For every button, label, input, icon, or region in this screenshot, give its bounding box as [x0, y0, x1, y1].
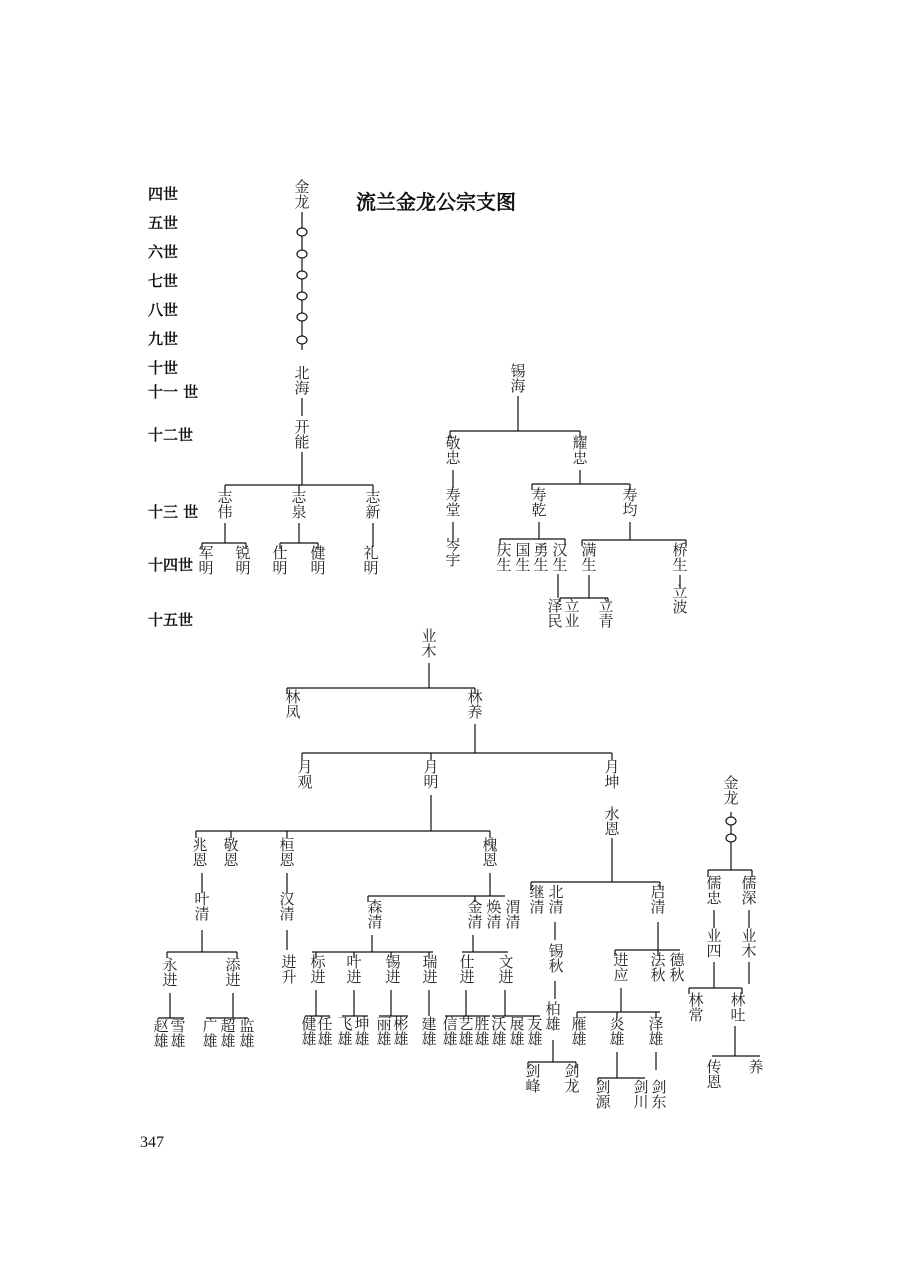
- svg-text:月明: 月明: [423, 758, 439, 791]
- svg-text:勇生: 勇生: [533, 541, 549, 574]
- node-chaoxiong: [220, 1017, 235, 1050]
- svg-text:展雄: 展雄: [509, 1015, 525, 1048]
- node-yaozhong: [572, 434, 588, 467]
- svg-text:志新: 志新: [365, 488, 381, 521]
- svg-text:胜雄: 胜雄: [474, 1015, 490, 1048]
- node-linchang: [688, 991, 703, 1024]
- node-jinlong2: [723, 774, 738, 807]
- svg-text:林吐: 林吐: [730, 991, 746, 1024]
- svg-text:剑源: 剑源: [595, 1078, 611, 1111]
- node-jingen: [223, 836, 239, 869]
- generation-label-14: 十四世: [148, 556, 194, 574]
- svg-text:槐恩: 槐恩: [482, 836, 498, 869]
- svg-text:儒深: 儒深: [741, 874, 757, 907]
- svg-text:满生: 满生: [581, 541, 597, 574]
- node-qiqing: [650, 883, 665, 916]
- svg-text:立业: 立业: [564, 597, 580, 630]
- svg-text:监雄: 监雄: [239, 1017, 255, 1050]
- svg-text:艺雄: 艺雄: [458, 1015, 474, 1048]
- node-yongjin: [162, 956, 177, 989]
- node-lintu: [730, 991, 745, 1024]
- svg-text:柏雄: 柏雄: [545, 1000, 561, 1033]
- node-xijin: [385, 953, 400, 986]
- node-zexiong: [648, 1015, 663, 1048]
- node-yang: [748, 1058, 763, 1076]
- node-feixiong: [337, 1015, 352, 1048]
- svg-text:瑞进: 瑞进: [422, 953, 438, 986]
- node-jinsheng: [281, 953, 296, 986]
- svg-text:兆恩: 兆恩: [192, 836, 208, 869]
- node-jianlong: [564, 1062, 579, 1095]
- svg-text:锡海: 锡海: [510, 362, 526, 395]
- node-yixiong: [458, 1015, 473, 1048]
- node-binxiong: [393, 1015, 408, 1048]
- svg-text:飞雄: 飞雄: [337, 1015, 353, 1048]
- svg-text:泽雄: 泽雄: [648, 1015, 664, 1048]
- node-hansheng: [552, 541, 567, 574]
- node-jiandong: [651, 1078, 666, 1111]
- node-linyang: [467, 688, 482, 721]
- svg-text:健明: 健明: [310, 544, 326, 577]
- node-zhiwei: [217, 488, 233, 521]
- node-ruiming: [235, 544, 250, 577]
- page-number: 347: [140, 1134, 164, 1151]
- svg-text:丽雄: 丽雄: [376, 1015, 392, 1048]
- svg-text:叶清: 叶清: [194, 890, 210, 923]
- node-junming: [198, 544, 213, 577]
- node-youxiong: [527, 1015, 542, 1048]
- svg-text:业木: 业木: [741, 927, 757, 960]
- svg-text:林常: 林常: [688, 991, 704, 1024]
- svg-text:开能: 开能: [294, 418, 310, 451]
- node-liming: [363, 544, 378, 577]
- svg-text:儒忠: 儒忠: [706, 874, 722, 907]
- svg-text:寿堂: 寿堂: [445, 486, 461, 519]
- node-rushen: [741, 874, 756, 907]
- node-qingsheng: [496, 541, 511, 574]
- node-zhiquan: [291, 488, 307, 521]
- node-beiqing: [548, 883, 563, 916]
- node-xuexiong: [170, 1017, 185, 1050]
- svg-text:友雄: 友雄: [527, 1015, 543, 1048]
- node-jianfeng: [525, 1062, 540, 1095]
- node-shoutang: [445, 486, 460, 519]
- node-renxiong: [317, 1015, 332, 1048]
- svg-text:国生: 国生: [515, 541, 531, 574]
- svg-text:金龙: 金龙: [723, 774, 739, 807]
- node-zhanxiong: [509, 1015, 524, 1048]
- svg-text:标进: 标进: [310, 953, 326, 986]
- generation-label-10: 十世: [148, 359, 179, 377]
- svg-text:锡秋: 锡秋: [548, 942, 564, 975]
- svg-text:耀忠: 耀忠: [572, 434, 588, 467]
- svg-text:月坤: 月坤: [604, 758, 620, 791]
- svg-text:金龙: 金龙: [294, 178, 310, 211]
- svg-text:继清: 继清: [529, 883, 545, 916]
- svg-text:敬忠: 敬忠: [445, 434, 461, 467]
- node-mansheng: [581, 541, 596, 574]
- node-yongsheng: [533, 541, 548, 574]
- generation-label-6: 六世: [148, 243, 179, 261]
- node-liye: [564, 597, 579, 630]
- node-jianyuan: [595, 1078, 611, 1111]
- node-xihai: [510, 362, 525, 395]
- svg-text:寿乾: 寿乾: [531, 486, 547, 519]
- node-guosheng: [515, 541, 530, 574]
- node-baixiong: [545, 1000, 560, 1033]
- svg-text:添进: 添进: [225, 956, 241, 989]
- svg-text:养: 养: [748, 1058, 764, 1076]
- svg-text:业四: 业四: [706, 927, 722, 960]
- svg-text:森清: 森清: [367, 898, 383, 931]
- svg-text:锐明: 锐明: [235, 544, 251, 577]
- node-linfeng: [285, 688, 300, 721]
- svg-text:仕进: 仕进: [459, 953, 475, 986]
- svg-text:桥生: 桥生: [672, 541, 688, 574]
- node-senqing: [367, 898, 382, 931]
- node-zhaoxiong: [153, 1017, 168, 1050]
- node-yanxiong2: [609, 1015, 625, 1048]
- svg-text:传恩: 传恩: [706, 1058, 722, 1091]
- svg-text:任雄: 任雄: [317, 1015, 333, 1048]
- svg-text:赵雄: 赵雄: [153, 1017, 169, 1050]
- generation-label-12: 十二世: [148, 426, 194, 444]
- generation-label-4: 四世: [148, 185, 179, 203]
- svg-text:水恩: 水恩: [604, 805, 620, 838]
- svg-text:坤雄: 坤雄: [354, 1015, 370, 1048]
- node-jinqing: [467, 898, 482, 931]
- svg-text:渭清: 渭清: [505, 898, 521, 931]
- svg-text:建雄: 建雄: [421, 1015, 437, 1048]
- svg-text:立青: 立青: [598, 597, 614, 630]
- svg-text:进升: 进升: [281, 953, 297, 986]
- node-weiqing: [505, 898, 520, 931]
- page-title: 流兰金龙公宗支图: [356, 190, 516, 214]
- node-guangxiong: [202, 1017, 217, 1050]
- svg-text:超雄: 超雄: [220, 1017, 236, 1050]
- node-lixiong: [376, 1015, 391, 1048]
- node-woxiong: [491, 1015, 506, 1048]
- node-beihai: [294, 364, 309, 397]
- node-xiqiu: [548, 942, 563, 975]
- node-hanqing: [279, 890, 294, 923]
- svg-text:剑峰: 剑峰: [525, 1062, 541, 1095]
- svg-text:庆生: 庆生: [496, 541, 512, 574]
- node-shiming: [272, 544, 287, 577]
- node-shoujun: [622, 486, 637, 519]
- node-kaineng: [294, 418, 309, 451]
- svg-text:进应: 进应: [613, 951, 629, 984]
- node-jianchuan: [633, 1078, 648, 1111]
- node-jiqing: [529, 883, 544, 916]
- generation-label-15: 十五世: [148, 611, 194, 629]
- svg-text:林养: 林养: [467, 688, 483, 721]
- node-huanqing: [485, 898, 501, 931]
- node-yemu2: [741, 927, 756, 960]
- node-jianming: [310, 544, 325, 577]
- svg-text:汉清: 汉清: [279, 890, 295, 923]
- svg-text:北清: 北清: [548, 883, 564, 916]
- svg-text:北海: 北海: [294, 364, 310, 397]
- node-jianxiong2: [301, 1015, 316, 1048]
- svg-text:雪雄: 雪雄: [170, 1017, 186, 1050]
- svg-text:炎雄: 炎雄: [609, 1015, 625, 1048]
- node-deqiu: [669, 951, 685, 984]
- node-biaojin: [310, 953, 326, 986]
- svg-text:桓恩: 桓恩: [279, 836, 295, 869]
- node-kunxiong: [354, 1015, 369, 1048]
- node-ruzhong: [706, 874, 722, 907]
- svg-text:启清: 启清: [650, 883, 666, 916]
- node-yeqing: [194, 890, 209, 923]
- svg-text:林凤: 林凤: [285, 688, 301, 721]
- generation-label-9: 九世: [148, 330, 179, 348]
- svg-text:广雄: 广雄: [202, 1017, 218, 1050]
- svg-text:叶进: 叶进: [346, 953, 362, 986]
- svg-text:敬恩: 敬恩: [223, 836, 239, 869]
- generation-label-5: 五世: [148, 214, 179, 232]
- node-jianxiong3: [421, 1015, 436, 1048]
- node-shuien: [604, 805, 620, 838]
- node-ruijin: [422, 953, 437, 986]
- generation-label-13: 十三 世: [148, 503, 199, 521]
- svg-text:剑龙: 剑龙: [564, 1062, 580, 1095]
- svg-text:剑川: 剑川: [633, 1078, 649, 1111]
- node-shijin: [459, 953, 474, 986]
- svg-text:礼明: 礼明: [363, 544, 379, 577]
- node-qiaosheng: [672, 541, 687, 574]
- svg-text:永进: 永进: [162, 956, 178, 989]
- node-zemin: [547, 597, 562, 630]
- svg-text:沃雄: 沃雄: [491, 1015, 507, 1048]
- svg-text:信雄: 信雄: [442, 1015, 458, 1048]
- node-libo: [672, 583, 687, 616]
- svg-text:寿均: 寿均: [622, 486, 638, 519]
- node-zhixin: [365, 488, 381, 521]
- node-jingzhong: [445, 434, 461, 467]
- svg-text:仕明: 仕明: [272, 544, 288, 577]
- node-zhaoen: [192, 836, 208, 869]
- node-yejin: [346, 953, 361, 986]
- node-jianxiong: [239, 1017, 254, 1050]
- node-shengxiong: [474, 1015, 489, 1048]
- node-jinying: [613, 951, 628, 984]
- svg-text:健雄: 健雄: [301, 1015, 317, 1048]
- node-huanen: [279, 836, 295, 869]
- svg-text:焕清: 焕清: [486, 898, 502, 931]
- svg-text:彬雄: 彬雄: [393, 1015, 409, 1048]
- svg-text:立波: 立波: [672, 583, 688, 616]
- node-chuanen: [706, 1058, 722, 1091]
- svg-text:金清: 金清: [467, 898, 483, 931]
- svg-text:业木: 业木: [421, 627, 437, 660]
- node-wenjin: [498, 953, 513, 986]
- node-tianjin: [225, 956, 241, 989]
- node-cenyu: [445, 536, 460, 569]
- node-yesi: [706, 927, 721, 960]
- svg-text:汉生: 汉生: [552, 541, 568, 574]
- node-yanxiong: [571, 1015, 586, 1048]
- generation-label-8: 八世: [148, 301, 179, 319]
- node-huaien: [482, 836, 498, 869]
- svg-text:文进: 文进: [498, 953, 514, 986]
- svg-text:军明: 军明: [198, 544, 214, 577]
- svg-text:志泉: 志泉: [291, 488, 307, 521]
- generation-label-7: 七世: [148, 272, 179, 290]
- generation-label-11: 十一 世: [148, 383, 199, 401]
- node-liqing: [598, 597, 613, 630]
- svg-text:德秋: 德秋: [669, 951, 685, 984]
- svg-text:剑东: 剑东: [651, 1078, 667, 1111]
- node-yueguan: [297, 758, 312, 791]
- node-yemu: [421, 627, 436, 660]
- svg-text:泽民: 泽民: [547, 597, 563, 630]
- svg-text:志伟: 志伟: [217, 488, 233, 521]
- svg-text:法秋: 法秋: [650, 951, 666, 984]
- node-shougan: [531, 486, 546, 519]
- node-yueming: [423, 758, 438, 791]
- svg-text:锡进: 锡进: [385, 953, 401, 986]
- svg-text:雁雄: 雁雄: [571, 1015, 587, 1048]
- node-yuekun: [604, 758, 619, 791]
- node-xinxiong: [442, 1015, 457, 1048]
- svg-text:岑宇: 岑宇: [445, 536, 461, 569]
- svg-text:月观: 月观: [297, 758, 313, 791]
- node-faqiu: [650, 951, 666, 984]
- node-jinlong: [294, 178, 309, 211]
